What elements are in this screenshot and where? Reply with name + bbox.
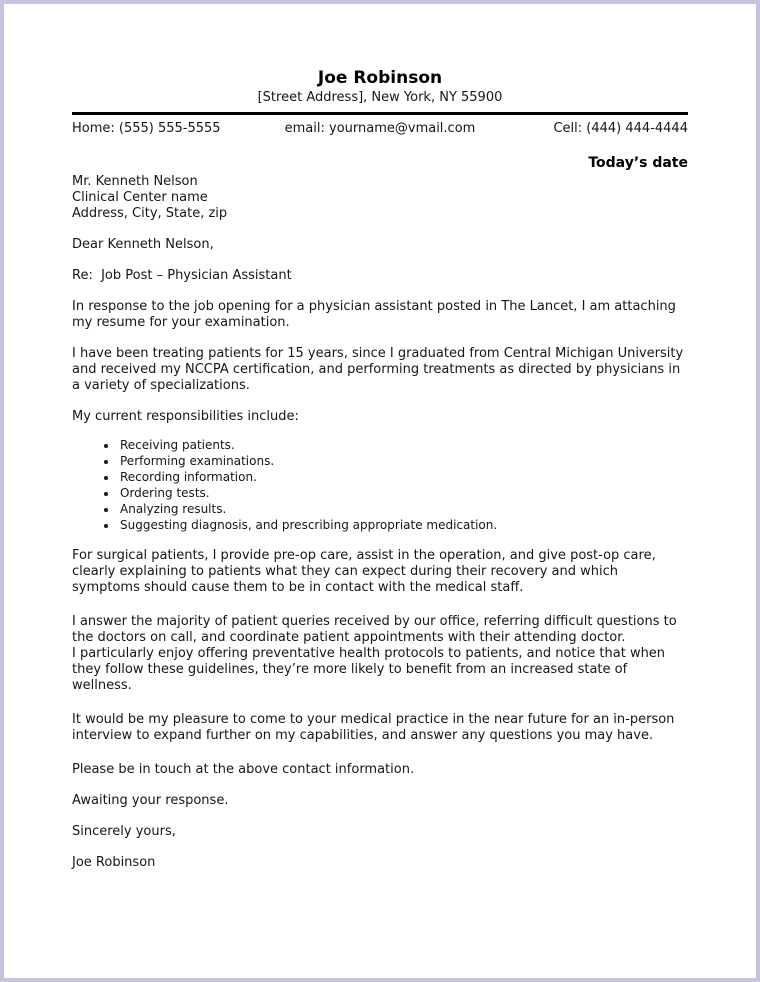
contact-home-phone: Home: (555) 555-5555	[72, 121, 221, 136]
recipient-block	[72, 174, 688, 222]
paragraph-surgical: For surgical patients, I provide pre-op care, assist in the operation, and give post-op care, clearly explaining to patients what they can expect during their recovery and which symptoms should cause them to be in contact with the medical staff.	[72, 548, 656, 595]
sender-name: Joe Robinson	[317, 68, 443, 88]
responsibility-item: • Recording information.	[118, 469, 688, 485]
contact-email: email: yourname@vmail.com	[284, 121, 476, 136]
paragraph-preventative: I particularly enjoy offering preventative health protocols to patients, and notice that when they follow these guidelines, they’re more likely to benefit from an increased state of wellness.	[72, 646, 666, 693]
contact-row	[72, 121, 688, 137]
date-line: Today’s date	[588, 155, 688, 171]
recipient-name: Mr. Kenneth Nelson	[72, 174, 198, 189]
responsibilities-lead: My current responsibilities include:	[72, 409, 299, 424]
salutation: Dear Kenneth Nelson,	[72, 237, 214, 252]
paragraph-interview: It would be my pleasure to come to your medical practice in the near future for an in-person interview to expand further on my capabilities, and answer any questions you may have.	[72, 712, 675, 743]
closing: Sincerely yours,	[72, 824, 176, 839]
recipient-organization: Clinical Center name	[72, 190, 208, 205]
paragraph-queries-group	[72, 614, 688, 694]
header-divider-rule	[72, 112, 688, 115]
responsibility-item: • Analyzing results.	[118, 501, 688, 517]
responsibility-item: • Ordering tests.	[118, 485, 688, 501]
sender-address: [Street Address], New York, NY 55900	[257, 90, 503, 105]
paragraph-awaiting: Awaiting your response.	[72, 793, 229, 808]
responsibility-item: • Suggesting diagnosis, and prescribing appropriate medication.	[118, 517, 688, 533]
signature-name: Joe Robinson	[72, 855, 156, 870]
paragraph-contact: Please be in touch at the above contact information.	[72, 762, 415, 777]
responsibilities-list	[72, 437, 688, 533]
paragraph-queries: I answer the majority of patient queries received by our office, referring difficult questions to the doctors on call, and coordinate patient appointments with their attending doctor.	[72, 614, 677, 645]
contact-cell-phone: Cell: (444) 444-4444	[553, 121, 688, 136]
responsibility-item: • Performing examinations.	[118, 453, 688, 469]
responsibility-item: • Receiving patients.	[118, 437, 688, 453]
recipient-address: Address, City, State, zip	[72, 206, 228, 221]
paragraph-intro: In response to the job opening for a physician assistant posted in The Lancet, I am attaching my resume for your examination.	[72, 299, 676, 330]
subject-line: Re: Job Post – Physician Assistant	[72, 268, 292, 283]
paragraph-experience: I have been treating patients for 15 years, since I graduated from Central Michigan University and received my NCCPA certification, and performing treatments as directed by physicians in a variety of specializations.	[72, 346, 684, 393]
